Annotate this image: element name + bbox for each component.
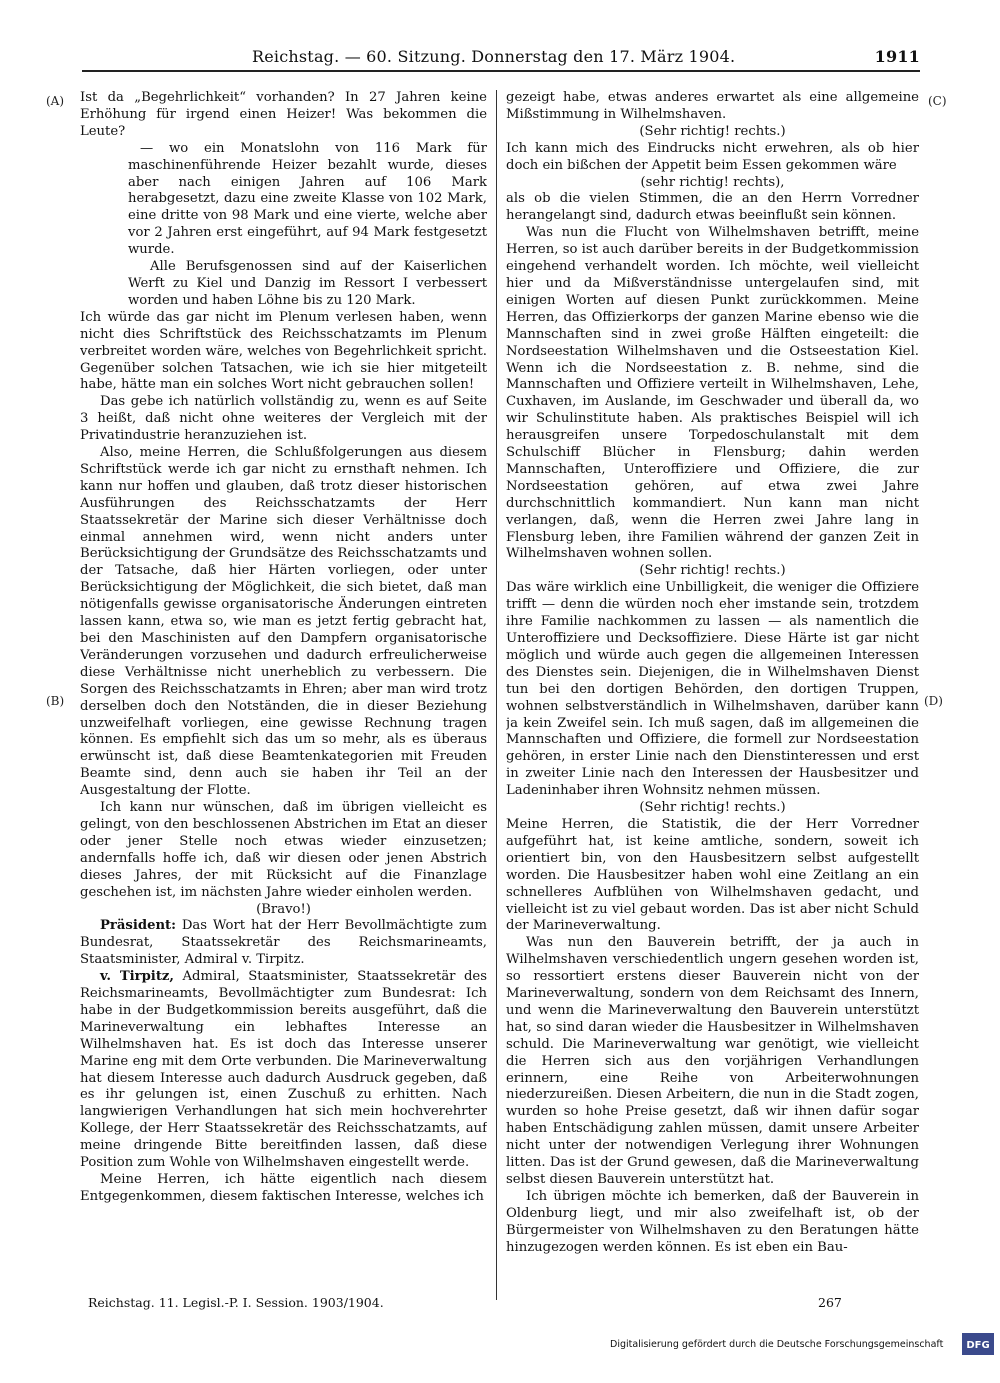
column-divider [496,90,497,1300]
paragraph: als ob die vielen Stimmen, die an den Herrn Vorredner herangelangt sind, dadurch etwas beeinflußt sein können. [506,191,919,224]
quoted-paragraph: Alle Berufsgenossen sind auf der Kaiserlichen Werft zu Kiel und Danzig im Ressort I verbessert worden und haben Löhne bis zu 120 Mark. [128,259,487,308]
paragraph: gezeigt habe, etwas anderes erwartet als eine allgemeine Mißstimmung in Wilhelmshaven. [506,90,919,122]
speech-text: Admiral, Staatsminister, Staatssekretär des Reichsmarineamts, Bevollmächtigter zum Bundesrat: Ich habe in der Budgetkommission bereits ausgeführt, daß die Marineverwaltung ein lebhaftes Interesse an Wilhelmshaven hat. Es ist doch das Interesse unserer Marine eng mit dem Orte verbunden. Die Marineverwaltung hat diesem Interesse auch dadurch Ausdruck gegeben, daß es ihr gelungen ist, einen Zuschuß zu erhitten. Nach langwierigen Verhandlungen hat sich mein hochverehrter Kollege, der Herr Staatssekretär des Reichsschatzamts, auf meine dringende Bitte bereitfinden lassen, daß diese Position zum Wohle von Wilhelmshaven eingestellt werde. [80,969,487,1171]
speech-text: Das Wort hat der Herr Bevollmächtigte zum Bundesrat, Staatssekretär des Reichsmarineamts, Staatsminister, Admiral v. Tirpitz. [80,918,487,968]
paragraph: Das wäre wirklich eine Unbilligkeit, die weniger die Offiziere trifft — denn die würden noch eher imstande sein, trotzdem ihre Familie nachkommen zu lassen — als namentlich die Unteroffiziere und Decksoffiziere. Diese Härte ist gar nicht möglich und würde auch gegen die allgemeinen Interessen des Dienstes sein. Diejenigen, die in Wilhelmshaven Dienst tun bei den dortigen Behörden, den dortigen Truppen, wohnen selbstverständlich in Wilhelmshaven, darüber kann ja kein Zweifel sein. Ich muß sagen, daß im allgemeinen die Mannschaften und Offiziere, die formell zur Nordseestation gehören, in erster Linie nach den Dienstinteressen und erst in zweiter Linie nach den Interessen der Hausbesitzer und Ladeninhaber ihren Wohnsitz nehmen müssen. [506,580,919,799]
folio-number: 267 [818,1295,842,1310]
margin-marker-b: (B) [46,694,65,708]
margin-marker-a: (A) [46,94,65,108]
paragraph: Also, meine Herren, die Schlußfolgerungen aus diesem Schriftstück werde ich gar nicht zu ernsthaft nehmen. Ich kann nur hoffen und glauben, daß trotz dieser historischen Ausführungen des Reichsschatzamts der Herr Staatssekretär der Marine sich dieser Verhältnisse doch einmal annehmen wird, wenn nicht anders unter Berücksichtigung der Grundsätze des Reichsschatzamts und der Tatsache, daß hier Härten vorliegen, oder unter Berücksichtigung der Möglichkeit, die sich bietet, daß man nötigenfalls gewisse organisatorische Änderungen eintreten lassen kann, etwa so, wie man es jetzt fertig gebracht hat, bei den Maschinisten auf den Dampfern organisatorische Veränderungen vorzusehen und dadurch erfreulicherweise diese Verhältnisse nicht unerheblich zu verbessern. Die Sorgen des Reichsschatzamts in Ehren; aber man wird trotz derselben doch den Notständen, die in dieser Beziehung unzweifelhaft vorliegen, eine gewisse Rechnung tragen können. Es empfiehlt sich das um so mehr, als es überaus erwünscht ist, daß diese Beamtenkategorien mit Freuden Beamte sind, denn auch sie haben ihr Teil an der Ausgestaltung der Flotte. [80,445,487,799]
paragraph: Ich kann mich des Eindrucks nicht erwehren, als ob hier doch ein bißchen der Appetit beim Essen gekommen wäre [506,140,919,173]
margin-marker-c: (C) [928,94,947,108]
running-title: Reichstag. — 60. Sitzung. Donnerstag den 17. März 1904. [252,47,736,66]
paragraph: Ich kann nur wünschen, daß im übrigen vielleicht es gelingt, von den beschlossenen Abstrichen im Etat an dieser oder jener Stelle noch etwas wieder einzusetzen; andernfalls hoffe ich, daß wir diesen oder jenen Abstrich dieses Jahres, der mit Rücksicht auf die Finanzlage geschehen ist, im nächsten Jahre wieder einholen werden. [80,800,487,900]
speaker-name: v. Tirpitz, [100,969,174,985]
left-column [80,90,487,1290]
interjection: (Sehr richtig! rechts.) [639,563,786,579]
interjection: (Sehr richtig! rechts.) [639,123,786,139]
paragraph: Was nun den Bauverein betrifft, der ja auch in Wilhelmshaven verschiedentlich ungern gesehen worden ist, so ressortiert erstens dieser Bauverein nicht von der Marineverwaltung, sondern von dem Reichsamt des Innern, und wenn die Marineverwaltung den Bauverein unterstützt hat, so sind daran wieder die Hausbesitzer in Wilhelmshaven schuld. Die Marineverwaltung war genötigt, wie vielleicht die Herren sich aus den vorjährigen Verhandlungen erinnern, eine Reihe von Arbeiterwohnungen niederzureißen. Diesen Arbeitern, die nun in die Stadt zogen, wurden so hohe Preise gesetzt, daß wir ihnen dafür sogar haben Entschädigung zahlen müssen, damit unsere Arbeiter nicht unter der notwendigen Verlegung ihrer Wohnungen litten. Das ist der Grund gewesen, daß die Marineverwaltung selbst diesen Bauverein unterstützt hat. [506,935,919,1187]
speaker-name: Präsident: [100,918,177,934]
printer-signature: Reichstag. 11. Legisl.-P. I. Session. 1903/1904. [88,1295,384,1310]
page-number: 1911 [874,47,920,66]
quoted-paragraph: — wo ein Monatslohn von 116 Mark für maschinenführende Heizer bezahlt wurde, dieses aber nach einigen Jahren auf 106 Mark herabgesetzt, dazu eine zweite Klasse von 102 Mark, eine dritte von 98 Mark und eine vierte, welche aber vor 2 Jahren erst eingeführt, auf 94 Mark festgesetzt wurde. [128,140,487,258]
running-header [82,44,920,72]
paragraph: Das gebe ich natürlich vollständig zu, wenn es auf Seite 3 heißt, daß nicht ohne weiteres der Vergleich mit der Privatindustrie heranzuziehen ist. [80,394,487,444]
dfg-logo-text: DFG [966,1340,990,1351]
dfg-logo-icon [962,1333,994,1355]
margin-marker-d: (D) [924,694,943,708]
speaker-paragraph [80,969,487,1172]
digitization-credit: Digitalisierung gefördert durch die Deutsche Forschungsgemeinschaft [610,1339,944,1350]
paragraph: Meine Herren, die Statistik, die der Herr Vorredner aufgeführt hat, ist keine amtliche, sondern, soweit ich orientiert bin, von den Hausbesitzern selbst aufgestellt worden. Die Hausbesitzer haben wohl eine Zeitlang an ein schnelleres Aufblühen von Wilhelmshaven gedacht, und vielleicht ist zu viel gebaut worden. Das ist aber nicht Schuld der Marineverwaltung. [506,816,919,934]
paragraph: Was nun die Flucht von Wilhelmshaven betrifft, meine Herren, so ist auch darüber bereits in der Budgetkommission eingehend verhandelt worden. Ich möchte, weil vielleicht hier und da Mißverständnisse untergelaufen sind, mit einigen Worten auf diesen Punkt zurückkommen. Meine Herren, das Offizierkorps der ganzen Marine ebenso wie die Mannschaften sind in zwei große Hälften eingeteilt: die Nordseestation Wilhelmshaven und die Ostseestation Kiel. Wenn ich die Nordseestation z. B. nehme, sind die Mannschaften und Offiziere verteilt in Wilhelmshaven, Lehe, Cuxhaven, im Auslande, im Geschwader und überall da, wo wir Schulinstitute haben. Als praktisches Beispiel will ich herausgreifen unsere Torpedoschulanstalt mit dem Schulschiff Blücher in Flensburg; dahin werden Mannschaften, Unteroffiziere und Offiziere, die zur Nordseestation gehören, auf etwa zwei Jahre durchschnittlich kommandiert. Nun kann man nicht verlangen, daß, wenn die Herren zwei Jahre lang in Flensburg leben, ihre Familien während der ganzen Zeit in Wilhelmshaven wohnen sollen. [506,225,919,562]
interjection: (sehr richtig! rechts), [640,174,785,190]
interjection: (Sehr richtig! rechts.) [639,800,786,816]
paragraph: Ich übrigen möchte ich bemerken, daß der Bauverein in Oldenburg liegt, und mir also zweifelhaft ist, ob der Bürgermeister von Wilhelmshaven zu den Beratungen hätte hinzugezogen werden können. Es ist eben ein Bau- [506,1188,919,1255]
speaker-paragraph [80,918,487,969]
paragraph: Ist da „Begehrlichkeit“ vorhanden? In 27 Jahren keine Erhöhung für irgend einen Heizer! Was bekommen die Leute? [80,90,487,139]
interjection: (Bravo!) [256,901,311,917]
paragraph: Ich würde das gar nicht im Plenum verlesen haben, wenn nicht dies Schriftstück des Reichsschatzamts im Plenum verbreitet worden wäre, welches von Begehrlichkeit spricht. Gegenüber solchen Tatsachen, wie ich sie hier mitgeteilt habe, hätte man ein solches Wort nicht gebrauchen sollen! [80,309,487,393]
paragraph: Meine Herren, ich hätte eigentlich nach diesem Entgegenkommen, diesem faktischen Interesse, welches ich [80,1172,487,1204]
right-column [506,90,919,1290]
